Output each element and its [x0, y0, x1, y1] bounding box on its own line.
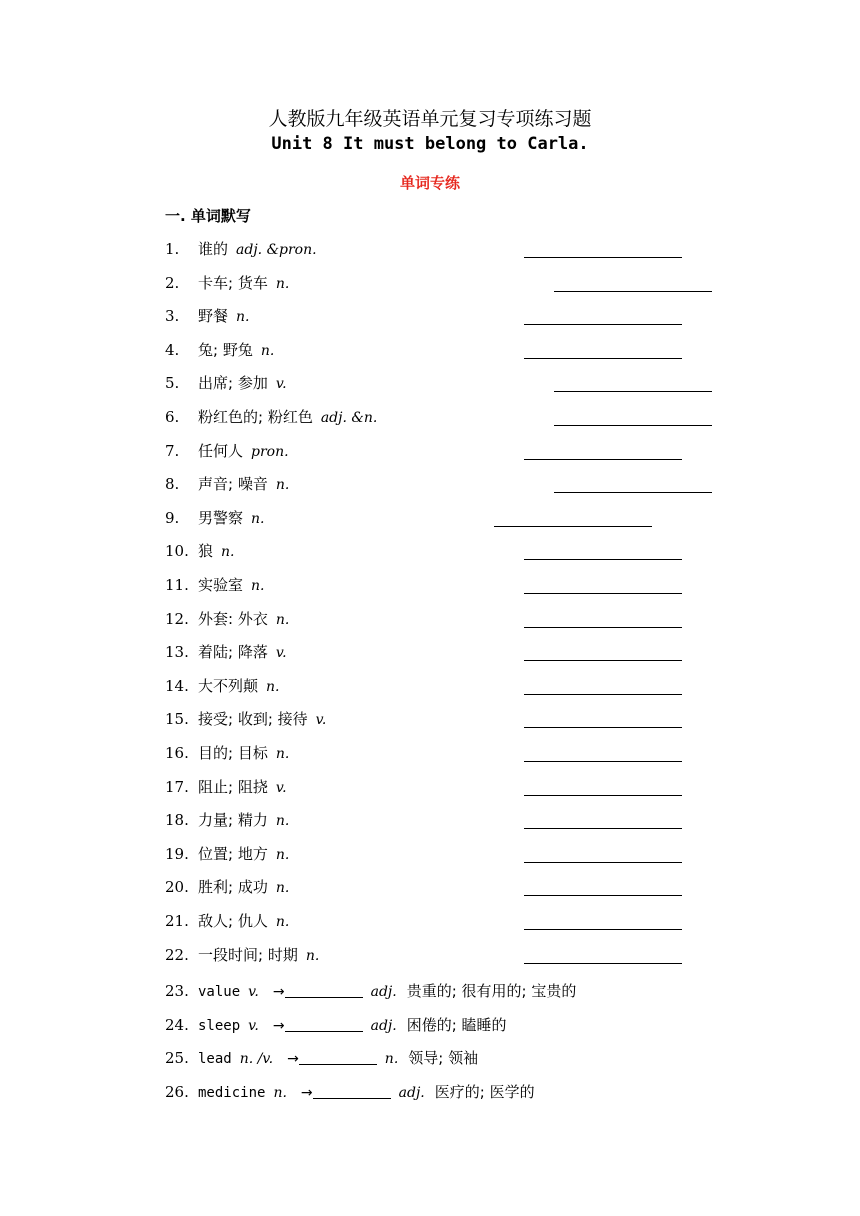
vocab-item	[165, 440, 289, 462]
vocab-item	[165, 238, 317, 260]
item-part-of-speech: v.	[275, 645, 287, 661]
target-part-of-speech: adj.	[370, 984, 397, 1000]
source-word: medicine	[198, 1085, 266, 1101]
vocab-item	[165, 910, 289, 932]
answer-blank[interactable]	[299, 1050, 377, 1065]
item-part-of-speech: n.	[275, 813, 290, 829]
item-part-of-speech: v.	[315, 712, 327, 728]
vocab-item	[165, 608, 289, 630]
vocab-item	[165, 540, 234, 562]
item-number: 10.	[165, 542, 189, 560]
answer-blank[interactable]	[524, 593, 682, 594]
item-part-of-speech: n.	[275, 914, 290, 930]
item-number: 14.	[165, 677, 189, 695]
item-part-of-speech: v.	[275, 780, 287, 796]
answer-blank[interactable]	[524, 761, 682, 762]
source-part-of-speech: v.	[248, 1018, 259, 1034]
answer-blank[interactable]	[524, 559, 682, 560]
item-chinese: 实验室	[198, 576, 244, 594]
item-chinese: 外套: 外衣	[198, 610, 268, 628]
answer-blank[interactable]	[285, 983, 363, 998]
arrow-icon: →	[300, 1085, 313, 1101]
vocab-item	[165, 473, 289, 495]
item-part-of-speech: n.	[236, 309, 250, 325]
vocab-item	[165, 876, 289, 898]
item-number: 17.	[165, 778, 189, 796]
item-chinese: 一段时间; 时期	[198, 946, 298, 964]
unit-title: Unit 8 It must belong to Carla.	[271, 134, 589, 154]
item-number: 22.	[165, 946, 189, 964]
item-number: 3.	[165, 307, 180, 325]
item-chinese: 目的; 目标	[198, 744, 268, 762]
item-number: 19.	[165, 845, 189, 863]
derivation-item	[165, 1081, 535, 1103]
item-number: 4.	[165, 341, 180, 359]
source-word: sleep	[198, 1018, 241, 1034]
item-part-of-speech: adj. &n.	[320, 410, 378, 426]
answer-blank[interactable]	[554, 492, 712, 493]
source-part-of-speech: v.	[248, 984, 259, 1000]
arrow-icon: →	[287, 1051, 299, 1067]
item-part-of-speech: n.	[275, 477, 290, 493]
item-part-of-speech: n.	[275, 746, 290, 762]
answer-blank[interactable]	[524, 324, 682, 325]
item-chinese: 任何人	[198, 442, 244, 460]
item-number: 24.	[165, 1016, 189, 1034]
answer-blank[interactable]	[524, 627, 682, 628]
item-chinese: 兔; 野兔	[198, 341, 253, 359]
vocab-item	[165, 809, 289, 831]
vocab-item	[165, 641, 287, 663]
item-part-of-speech: n.	[221, 544, 235, 560]
item-part-of-speech: n.	[275, 612, 290, 628]
derivation-item	[165, 1047, 478, 1069]
item-chinese: 出席; 参加	[198, 374, 268, 392]
derivation-item	[165, 1014, 507, 1036]
item-part-of-speech: n.	[251, 578, 265, 594]
vocab-item	[165, 574, 264, 596]
source-word: lead	[198, 1051, 232, 1067]
item-part-of-speech: pron.	[251, 444, 289, 460]
arrow-icon: →	[272, 1018, 285, 1034]
item-number: 26.	[165, 1083, 189, 1101]
source-part-of-speech: n.	[273, 1085, 287, 1101]
item-part-of-speech: n.	[275, 276, 290, 292]
item-chinese: 着陆; 降落	[198, 643, 268, 661]
vocab-item	[165, 944, 319, 966]
answer-blank[interactable]	[524, 895, 682, 896]
item-part-of-speech: n.	[266, 679, 280, 695]
source-word: value	[198, 984, 241, 1000]
item-number: 12.	[165, 610, 189, 628]
answer-blank[interactable]	[524, 828, 682, 829]
section-label: 单词专练	[399, 174, 460, 192]
answer-blank[interactable]	[554, 425, 712, 426]
answer-blank[interactable]	[524, 358, 682, 359]
item-number: 23.	[165, 982, 189, 1000]
answer-blank[interactable]	[524, 459, 682, 460]
item-number: 13.	[165, 643, 189, 661]
item-part-of-speech: n.	[251, 511, 265, 527]
exercise-heading: 一. 单词默写	[165, 207, 251, 225]
answer-blank[interactable]	[313, 1084, 391, 1099]
item-chinese: 野餐	[198, 307, 229, 325]
answer-blank[interactable]	[524, 929, 682, 930]
answer-blank[interactable]	[554, 391, 712, 392]
vocab-item	[165, 843, 289, 865]
item-chinese: 阻止; 阻挠	[198, 778, 268, 796]
item-part-of-speech: n.	[275, 847, 290, 863]
answer-blank[interactable]	[524, 862, 682, 863]
answer-blank[interactable]	[285, 1017, 363, 1032]
item-number: 6.	[165, 408, 180, 426]
item-chinese: 位置; 地方	[198, 845, 268, 863]
answer-blank[interactable]	[524, 795, 682, 796]
item-chinese: 男警察	[198, 509, 244, 527]
answer-blank[interactable]	[524, 963, 682, 964]
vocab-item	[165, 708, 326, 730]
item-number: 1.	[165, 240, 180, 258]
answer-blank[interactable]	[524, 660, 682, 661]
vocab-item	[165, 507, 264, 529]
meaning-text: 贵重的; 很有用的; 宝贵的	[406, 982, 577, 1000]
item-number: 18.	[165, 811, 189, 829]
page-title: 人教版九年级英语单元复习专项练习题	[268, 108, 592, 130]
meaning-text: 医疗的; 医学的	[434, 1083, 535, 1101]
vocab-item	[165, 305, 249, 327]
vocab-item	[165, 675, 279, 697]
vocab-item	[165, 372, 287, 394]
item-part-of-speech: n.	[275, 880, 290, 896]
answer-blank[interactable]	[554, 291, 712, 292]
answer-blank[interactable]	[524, 727, 682, 728]
item-part-of-speech: n.	[305, 948, 320, 964]
target-part-of-speech: adj.	[370, 1018, 397, 1034]
item-chinese: 声音; 噪音	[198, 475, 268, 493]
meaning-text: 领导; 领袖	[408, 1049, 479, 1067]
item-chinese: 力量; 精力	[198, 811, 268, 829]
item-number: 25.	[165, 1049, 189, 1067]
target-part-of-speech: n.	[384, 1051, 399, 1067]
item-number: 7.	[165, 442, 180, 460]
item-chinese: 大不列颠	[198, 677, 259, 695]
arrow-icon: →	[272, 984, 285, 1000]
item-number: 15.	[165, 710, 189, 728]
source-part-of-speech: n. /v.	[239, 1051, 274, 1067]
item-chinese: 胜利; 成功	[198, 878, 268, 896]
item-number: 20.	[165, 878, 189, 896]
item-number: 8.	[165, 475, 180, 493]
item-chinese: 接受; 收到; 接待	[198, 710, 308, 728]
item-chinese: 狼	[198, 542, 214, 560]
item-chinese: 粉红色的; 粉红色	[198, 408, 313, 426]
vocab-item	[165, 339, 274, 361]
item-number: 2.	[165, 274, 180, 292]
item-number: 21.	[165, 912, 189, 930]
item-number: 9.	[165, 509, 180, 527]
vocab-item	[165, 742, 289, 764]
item-part-of-speech: n.	[260, 343, 275, 359]
item-part-of-speech: adj. &pron.	[236, 242, 317, 258]
meaning-text: 困倦的; 瞌睡的	[406, 1016, 507, 1034]
answer-blank[interactable]	[494, 526, 652, 527]
item-number: 16.	[165, 744, 189, 762]
item-number: 11.	[165, 576, 189, 594]
derivation-item	[165, 980, 576, 1002]
vocab-item	[165, 272, 289, 294]
answer-blank[interactable]	[524, 694, 682, 695]
target-part-of-speech: adj.	[398, 1085, 425, 1101]
item-part-of-speech: v.	[275, 376, 287, 392]
vocab-item	[165, 776, 287, 798]
item-number: 5.	[165, 374, 180, 392]
item-chinese: 谁的	[198, 240, 229, 258]
item-chinese: 敌人; 仇人	[198, 912, 268, 930]
answer-blank[interactable]	[524, 257, 682, 258]
vocab-item	[165, 406, 377, 428]
item-chinese: 卡车; 货车	[198, 274, 268, 292]
